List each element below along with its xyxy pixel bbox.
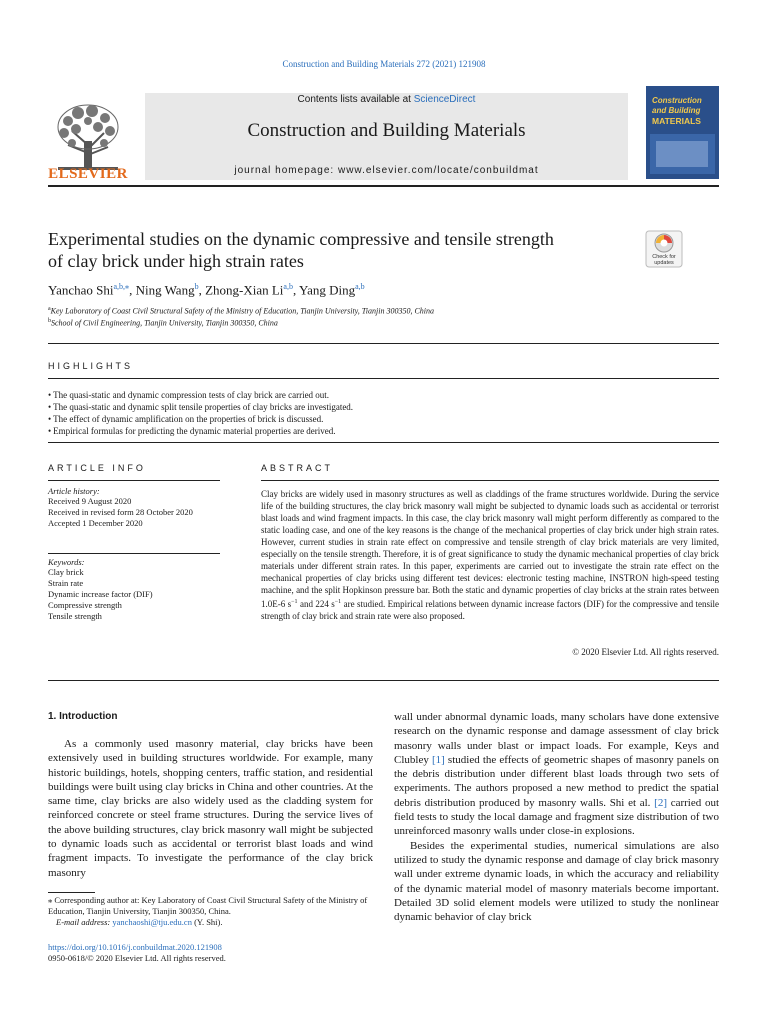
author-name[interactable]: Yanchao Shi	[48, 282, 114, 298]
keyword-item: Clay brick	[48, 567, 84, 577]
email-link[interactable]: yanchaoshi@tju.edu.cn	[112, 917, 192, 927]
abstract-copyright: © 2020 Elsevier Ltd. All rights reserved.	[572, 647, 719, 657]
journal-name: Construction and Building Materials	[247, 120, 526, 141]
abstract-exponent: −1	[334, 599, 342, 605]
footnote-text	[48, 895, 373, 917]
highlight-item: • The quasi-static and dynamic compression tests of clay brick are carried out.	[48, 389, 719, 401]
check-updates-line2: updates	[654, 260, 674, 266]
keyword-item: Tensile strength	[48, 611, 102, 621]
divider	[48, 553, 220, 554]
affiliation-text: Key Laboratory of Coast Civil Structural Safety of the Ministry of Education, Tianjin University, Tianjin 300350, China	[50, 306, 435, 316]
body-text: wall under abnormal dynamic loads, many scholars have done extensive research on the dynamic response and damage assessment of clay brick masonry walls under blast or impact loads. For example, Keys and Clubley	[394, 711, 719, 766]
abstract-part: Clay bricks are widely used in masonry structures as well as claddings of the frame structures worldwide. During the service life of the building structures, the clay brick masonry wall might be subjected to dynamic loads such as accidental or terrorist blast loads and wind fragment impacts. In this case, the clay brick masonry wall might perform differently as compared to the static loading case, and one of the key reasons is the change of the mechanical properties of clay brick under high strain rates. However, current studies in strain rate effect on compressive and tensile strength of clay brick materials are very limited, especially on the tensile strength. Therefore, it is of great significance to study the dynamic mechanical properties of clay brick materials under different strain rates. In this paper, experiments are carried out to investigate the strain rate effect on the mechanical properties of clay bricks using different test devices: electronic testing machine, INSTRON high-speed testing machine, and the split Hopkinson pressure bar. Both the static and dynamic properties of clay bricks at the strain rates between 1.0E-6 s	[261, 489, 719, 609]
affiliation-a	[48, 306, 648, 316]
divider	[48, 442, 719, 443]
article-history	[48, 486, 220, 529]
author-name[interactable]: Yang Ding	[299, 282, 356, 298]
body-paragraph: As a commonly used masonry material, clay bricks have been extensively used in building structures worldwide. For example, many historic buildings, hotels, shopping centers, traffic station, and residential buildings were built using clay bricks in China and other countries. At the same time, clay bricks are also widely used as the cladding system for reinforced concrete or steel frame structures. During the service lives of the above building structures, clay brick masonry wall might be subjected to dynamic loads such as accidental or terrorist blast loads and wind fragment impacts. To investigate the performance of the clay brick masonry	[48, 738, 373, 879]
affiliation-sup: b	[48, 318, 51, 324]
author-name[interactable]: Zhong-Xian Li	[205, 282, 284, 298]
email-label: E-mail address:	[56, 917, 111, 927]
contents-prefix: Contents lists available at	[297, 94, 411, 105]
history-received: Received 9 August 2020	[48, 496, 132, 506]
footnote-divider	[48, 892, 95, 893]
highlights-list	[48, 389, 719, 437]
cover-line3: MATERIALS	[652, 116, 701, 126]
divider	[261, 480, 719, 481]
body-text: carried out field tests to study the local damage and fragment size distribution of two unreinforced masonry walls under close-in explosions.	[394, 796, 720, 838]
author-affil-sup[interactable]: a,b,⁎	[113, 282, 130, 291]
highlights-label: HIGHLIGHTS	[48, 361, 134, 371]
article-title	[48, 228, 638, 272]
author-name[interactable]: Ning Wang	[135, 282, 195, 298]
body-paragraph	[394, 710, 719, 839]
divider	[48, 378, 719, 379]
abstract-exponent: −1	[291, 599, 298, 605]
keywords	[48, 557, 220, 622]
author-affil-sup[interactable]: a,b	[283, 282, 293, 291]
doi-link[interactable]: https://doi.org/10.1016/j.conbuildmat.2020.121908	[48, 942, 222, 952]
contents-line	[145, 94, 628, 105]
highlight-item: • Empirical formulas for predicting the dynamic material properties are derived.	[48, 425, 719, 437]
abstract-label: ABSTRACT	[261, 463, 334, 473]
title-line-2: of clay brick under high strain rates	[48, 251, 304, 271]
cover-graphic-inner	[656, 141, 708, 167]
keywords-title: Keywords:	[48, 557, 85, 567]
article-info-label: ARTICLE INFO	[48, 463, 146, 473]
divider	[48, 680, 719, 681]
section-heading: 1. Introduction	[48, 711, 118, 722]
check-updates-icon	[645, 230, 683, 268]
body-column-right	[394, 710, 719, 924]
abstract-part: and 224 s	[297, 599, 335, 609]
author-list: Yanchao Shi$^{a,b,⁎}$, Ning Wang$^b$, Zhong-Xian Li$^{a,b}$, Yang Ding$^{a,b}$	[48, 282, 365, 298]
history-revised: Received in revised form 28 October 2020	[48, 507, 193, 517]
footnote-corresponding: Corresponding author at: Key Laboratory of Coast Civil Structural Safety of the Ministry of Education, Tianjin University, Tianjin 300350, China.	[48, 895, 368, 916]
cover-title	[652, 96, 716, 126]
check-for-updates-button[interactable]	[645, 230, 683, 268]
footnote-star: ⁎	[48, 895, 53, 905]
journal-homepage-link[interactable]: journal homepage: www.elsevier.com/locate/conbuildmat	[234, 165, 539, 176]
author-affil-sup[interactable]: a,b	[355, 282, 365, 291]
divider	[48, 343, 719, 344]
cover-line1: Construction	[652, 96, 702, 105]
abstract-part: are studied. Empirical relations between dynamic increase factors (DIF) for the compressive and tensile strength of clay brick and strain rate were also proposed.	[261, 599, 720, 621]
body-text: studied the effects of geometric shapes of masonry panels on the debris distribution under different blast loads through two sets of experiments. The authors proposed a new method to predict the spatial debris distribution produced by masonry walls. Shi et al.	[394, 753, 719, 809]
footnote-email-line	[48, 917, 373, 928]
title-line-1: Experimental studies on the dynamic compressive and tensile strength	[48, 229, 554, 249]
check-updates-line1: Check for	[652, 254, 676, 260]
corresponding-author-footnote	[48, 895, 373, 928]
reference-link[interactable]: [2]	[654, 796, 667, 809]
author-affil-sup[interactable]: b	[194, 282, 199, 291]
body-paragraph: Besides the experimental studies, numerical simulations are also utilized to study the dynamic response and damage of clay brick masonry wall under extreme dynamic loads, in which the accuracy and reliability of the dynamic material model of masonry materials become important. Detailed 3D solid element models were utilized to study the nonlinear dynamic behavior of clay brick	[394, 839, 719, 924]
abstract-text	[261, 488, 719, 622]
keyword-item: Compressive strength	[48, 600, 122, 610]
keyword-item: Dynamic increase factor (DIF)	[48, 589, 153, 599]
issn-line: 0950-0618/© 2020 Elsevier Ltd. All rights reserved.	[48, 953, 226, 963]
reference-link[interactable]: [1]	[431, 753, 445, 766]
journal-cover-image[interactable]	[646, 86, 719, 179]
history-title: Article history:	[48, 486, 100, 496]
affiliation-b	[48, 318, 648, 328]
sciencedirect-link[interactable]: ScienceDirect	[413, 94, 476, 105]
affiliation-text: School of Civil Engineering, Tianjin University, Tianjin 300350, China	[51, 318, 278, 328]
elsevier-wordmark[interactable]: ELSEVIER	[48, 166, 128, 182]
affiliation-sup: a	[48, 306, 51, 312]
cover-line2: and Building	[652, 106, 701, 115]
journal-citation-link[interactable]: Construction and Building Materials 272 (2021) 121908	[282, 59, 486, 69]
doi-block	[48, 942, 373, 964]
highlight-item: • The quasi-static and dynamic split tensile properties of clay bricks are investigated.	[48, 401, 719, 413]
body-column-left	[48, 737, 373, 880]
keyword-item: Strain rate	[48, 578, 84, 588]
history-accepted: Accepted 1 December 2020	[48, 518, 143, 528]
email-suffix: (Y. Shi).	[194, 917, 223, 927]
highlight-item: • The effect of dynamic amplification on the properties of brick is discussed.	[48, 413, 719, 425]
divider	[48, 480, 220, 481]
header-divider	[48, 185, 719, 187]
